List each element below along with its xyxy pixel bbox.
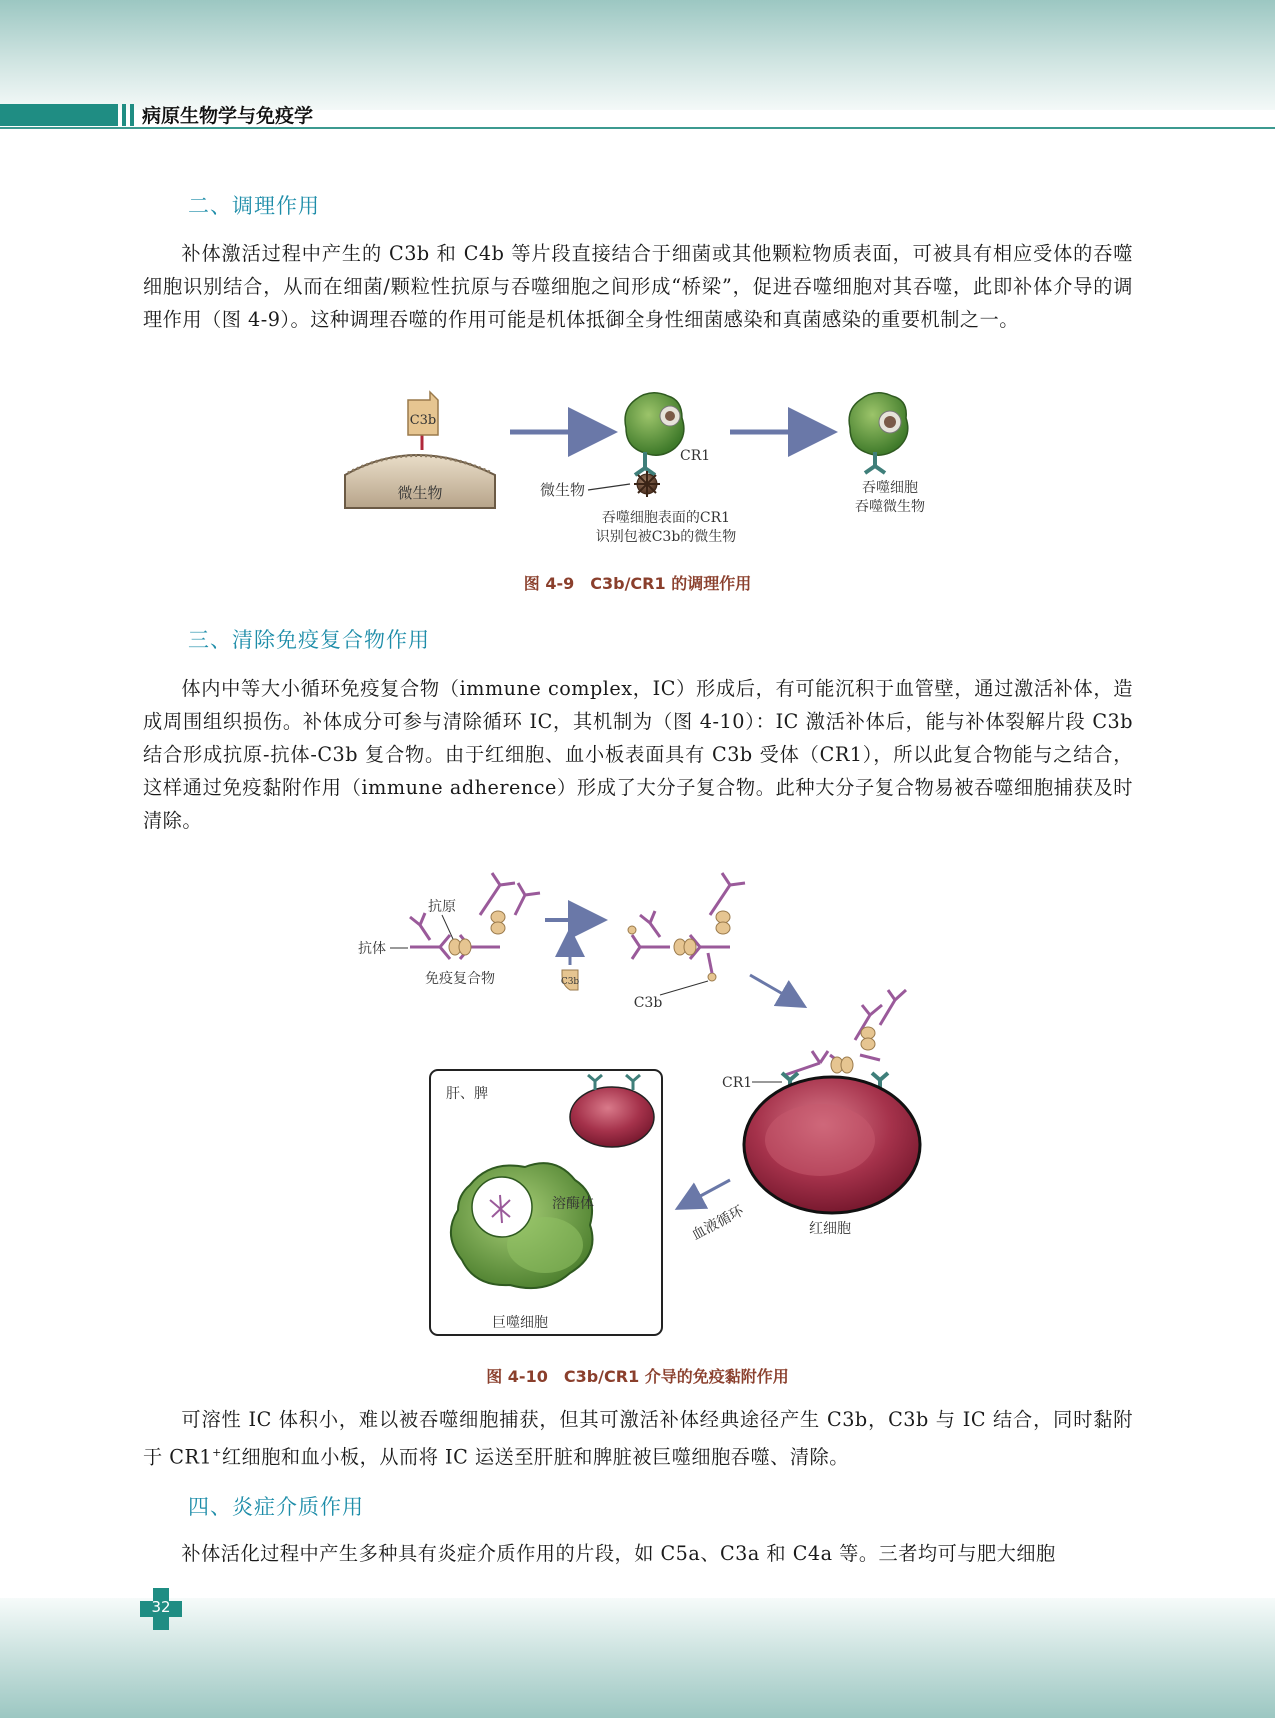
section-title-inflammation: 四、炎症介质作用 [188, 1495, 364, 1519]
phagocyte-engulfing-cell [849, 393, 908, 473]
footer-background [0, 1598, 1275, 1718]
label-c3b: C3b [633, 995, 663, 1011]
label-c3b-small: C3b [560, 977, 580, 987]
header-tick [130, 104, 134, 126]
paragraph-immune-complex: 体内中等大小循环免疫复合物（immune complex，IC）形成后，有可能沉积于血管壁，通过激活补体，造成周围组织损伤。补体成分可参与清除循环 IC，其机制为（图 4-10）：IC 激活补体后，能与补体裂解片段 C3b 结合形成抗原-抗体-C3b 复合物。由于红细胞、血小板表面具有 C3b 受体（CR1），所以此复合物能与之结合，这样通过免疫黏附作用（immune adherence）形成了大分子复合物。此种大分子复合物易被吞噬细胞捕获及时清除。 [143, 677, 1133, 832]
paragraph-opsonization: 补体激活过程中产生的 C3b 和 C4b 等片段直接结合于细菌或其他颗粒物质表面，可被具有相应受体的吞噬细胞识别结合，从而在细菌/颗粒性抗原与吞噬细胞之间形成“桥梁”，促进吞噬细胞对其吞噬，此即补体介导的调理作用（图 4-9）。这种调理吞噬的作用可能是机体抵御全身性细菌感染和真菌感染的重要机制之一。 [143, 242, 1133, 331]
figure-caption-4-9: 图 4-9 C3b/CR1 的调理作用 [523, 574, 752, 593]
immune-complex [410, 873, 540, 959]
header-background [0, 0, 1275, 110]
label-lysosome: 溶酶体 [552, 1196, 594, 1212]
running-head: 病原生物学与免疫学 [142, 105, 314, 127]
label-c3b: C3b [409, 413, 437, 428]
section-title-immune-complex: 三、清除免疫复合物作用 [188, 628, 430, 652]
label-step2-line1: 吞噬细胞表面的CR1 [601, 510, 731, 526]
label-cr1: CR1 [680, 448, 711, 464]
label-microbe: 微生物 [539, 481, 585, 499]
header-accent-bar [0, 104, 118, 126]
header-tick [122, 104, 126, 126]
label-rbc: 红细胞 [809, 1221, 851, 1237]
label-step3-line2: 吞噬微生物 [855, 499, 925, 515]
paragraph-soluble-ic: 可溶性 IC 体积小，难以被吞噬细胞捕获，但其可激活补体经典途径产生 C3b，C3b 与 IC 结合，同时黏附于 CR1+红细胞和血小板，从而将 IC 运送至肝脏和脾脏被巨噬细胞吞噬、清除。 [143, 1408, 1133, 1469]
label-macrophage: 巨噬细胞 [492, 1315, 548, 1331]
label-step3-line1: 吞噬细胞 [862, 480, 918, 496]
phagocyte-cell [625, 393, 684, 455]
figure-caption-4-10: 图 4-10 C3b/CR1 介导的免疫黏附作用 [486, 1367, 789, 1386]
label-blood-circulation: 血液循环 [689, 1203, 747, 1244]
figure-4-9 [330, 380, 960, 555]
label-antigen: 抗原 [428, 899, 456, 915]
label-immune-complex: 免疫复合物 [425, 971, 495, 987]
rbc-small [570, 1087, 654, 1147]
label-step2-line2: 识别包被C3b的微生物 [595, 529, 737, 545]
label-liver-spleen: 肝、脾 [446, 1086, 488, 1102]
figure-4-10 [350, 855, 930, 1340]
page-number: 32 [151, 1598, 171, 1616]
label-antibody: 抗体 [358, 941, 386, 957]
label-microbe-surface: 微生物 [397, 484, 443, 502]
paragraph-inflammation: 补体活化过程中产生多种具有炎症介质作用的片段，如 C5a、C3a 和 C4a 等。三者均可与肥大细胞 [181, 1542, 1056, 1565]
section-title-opsonization: 二、调理作用 [188, 194, 320, 218]
label-cr1: CR1 [722, 1075, 753, 1091]
arrow-diagonal [750, 975, 802, 1005]
arrow-circulation [680, 1180, 730, 1207]
